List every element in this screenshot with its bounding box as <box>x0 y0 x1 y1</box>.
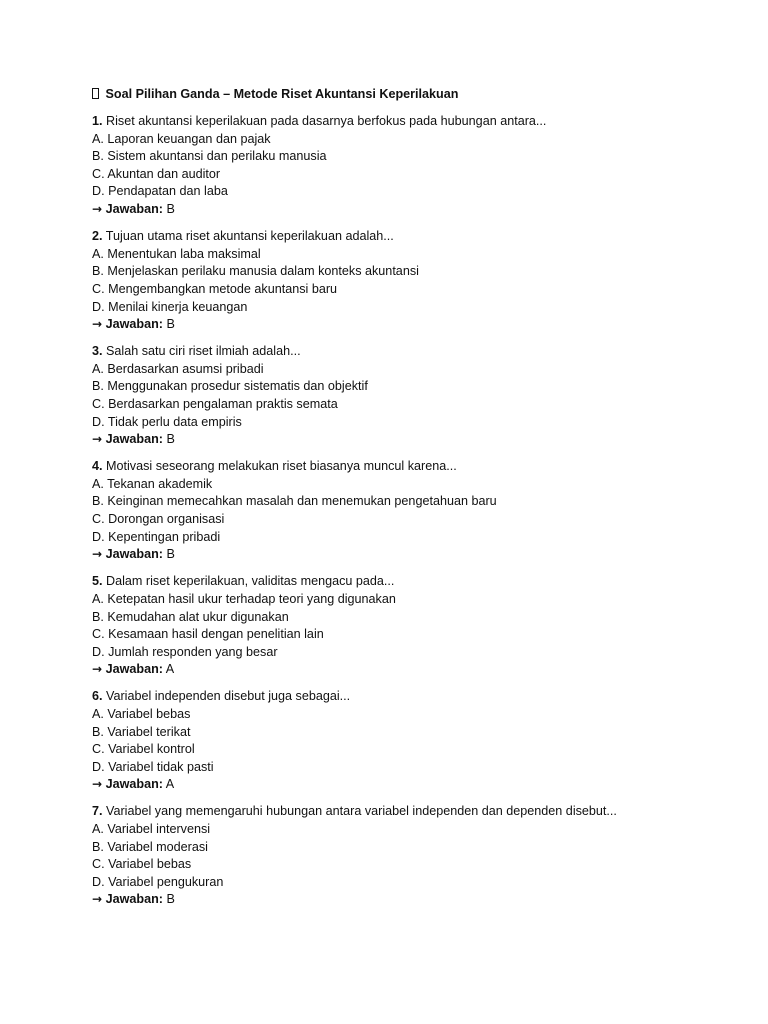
question-text-line <box>92 228 732 246</box>
question-block <box>92 688 732 794</box>
arrow-right-icon: → <box>92 777 103 792</box>
question-text: Riset akuntansi keperilakuan pada dasarnya berfokus pada hubungan antara... <box>106 114 547 129</box>
answer-value: A <box>165 662 175 677</box>
answer-option: B. Variabel terikat <box>92 724 191 739</box>
question-block <box>92 573 732 679</box>
answer-option: C. Mengembangkan metode akuntansi baru <box>92 281 338 296</box>
answer-option: D. Kepentingan pribadi <box>92 529 221 544</box>
answer-label: Jawaban: <box>105 317 163 332</box>
question-number: 7. <box>92 804 103 819</box>
answer-label: Jawaban: <box>105 892 163 907</box>
answer-key-line <box>92 316 732 334</box>
question-text-line <box>92 573 732 591</box>
arrow-right-icon: → <box>92 202 103 217</box>
answer-value: B <box>166 547 175 562</box>
answer-option: C. Akuntan dan auditor <box>92 166 221 181</box>
answer-option: A. Berdasarkan asumsi pribadi <box>92 361 264 376</box>
question-text: Motivasi seseorang melakukan riset biasanya muncul karena... <box>106 459 457 474</box>
question-number: 5. <box>92 574 103 589</box>
question-text: Variabel yang memengaruhi hubungan antara variabel independen dan dependen disebut... <box>106 804 617 819</box>
answer-option: C. Dorongan organisasi <box>92 512 225 527</box>
arrow-right-icon: → <box>92 662 103 677</box>
answer-option: C. Variabel kontrol <box>92 742 195 757</box>
arrow-right-icon: → <box>92 317 103 332</box>
question-number: 6. <box>92 689 103 704</box>
answer-option: D. Menilai kinerja keuangan <box>92 299 248 314</box>
question-number: 1. <box>92 114 103 129</box>
answer-key-line <box>92 546 732 564</box>
question-block <box>92 803 732 909</box>
answer-option: A. Ketepatan hasil ukur terhadap teori yang digunakan <box>92 591 396 606</box>
question-block <box>92 458 732 564</box>
answer-option: C. Berdasarkan pengalaman praktis semata <box>92 397 338 411</box>
answer-option: D. Pendapatan dan laba <box>92 184 228 199</box>
answer-key-line <box>92 431 732 449</box>
answer-option: C. Kesamaan hasil dengan penelitian lain <box>92 627 324 642</box>
answer-key-line <box>92 891 732 909</box>
answer-option: D. Tidak perlu data empiris <box>92 414 242 429</box>
answer-key-line <box>92 201 732 219</box>
question-number: 2. <box>92 229 103 244</box>
question-text-line <box>92 688 732 706</box>
answer-option: B. Keinginan memecahkan masalah dan menemukan pengetahuan baru <box>92 494 497 509</box>
question-text-line <box>92 803 732 821</box>
question-text-line <box>92 113 732 131</box>
question-text: Salah satu ciri riset ilmiah adalah... <box>106 344 301 359</box>
answer-option: B. Menjelaskan perilaku manusia dalam konteks akuntansi <box>92 264 419 279</box>
question-block <box>92 228 732 334</box>
answer-option: B. Kemudahan alat ukur digunakan <box>92 609 289 624</box>
document-title-text: Soal Pilihan Ganda – Metode Riset Akuntansi Keperilakuan <box>105 87 459 101</box>
answer-option: A. Menentukan laba maksimal <box>92 246 261 261</box>
answer-option: A. Laporan keuangan dan pajak <box>92 131 271 146</box>
question-block <box>92 343 732 449</box>
answer-label: Jawaban: <box>105 202 163 217</box>
answer-option: A. Variabel bebas <box>92 707 191 721</box>
answer-label: Jawaban: <box>105 777 163 792</box>
answer-option: D. Variabel pengukuran <box>92 874 224 889</box>
document-content <box>92 86 732 919</box>
arrow-right-icon: → <box>92 432 103 447</box>
answer-key-line <box>92 661 732 679</box>
question-text: Variabel independen disebut juga sebagai... <box>106 689 351 704</box>
question-text-line <box>92 458 732 476</box>
answer-option: D. Jumlah responden yang besar <box>92 644 278 659</box>
answer-option: A. Variabel intervensi <box>92 822 211 837</box>
answer-option: B. Variabel moderasi <box>92 839 208 854</box>
answer-option: B. Menggunakan prosedur sistematis dan objektif <box>92 379 368 394</box>
answer-option: A. Tekanan akademik <box>92 476 213 491</box>
missing-glyph-icon <box>92 88 99 99</box>
answer-option: B. Sistem akuntansi dan perilaku manusia <box>92 149 327 164</box>
answer-option: C. Variabel bebas <box>92 857 192 872</box>
answer-label: Jawaban: <box>105 432 163 447</box>
question-block <box>92 113 732 219</box>
question-text-line <box>92 343 732 361</box>
arrow-right-icon: → <box>92 892 103 907</box>
arrow-right-icon: → <box>92 547 103 562</box>
question-number: 3. <box>92 344 103 359</box>
answer-option: D. Variabel tidak pasti <box>92 759 214 774</box>
question-text: Tujuan utama riset akuntansi keperilakuan adalah... <box>105 229 394 244</box>
answer-value: B <box>166 432 175 447</box>
question-text: Dalam riset keperilakuan, validitas mengacu pada... <box>106 574 395 589</box>
answer-label: Jawaban: <box>105 547 163 562</box>
question-number: 4. <box>92 459 103 474</box>
answer-key-line <box>92 776 732 794</box>
answer-value: B <box>166 202 175 217</box>
document-title <box>92 86 732 104</box>
answer-value: B <box>166 892 175 907</box>
answer-value: A <box>165 777 175 792</box>
answer-value: B <box>166 317 175 332</box>
answer-label: Jawaban: <box>105 662 163 677</box>
